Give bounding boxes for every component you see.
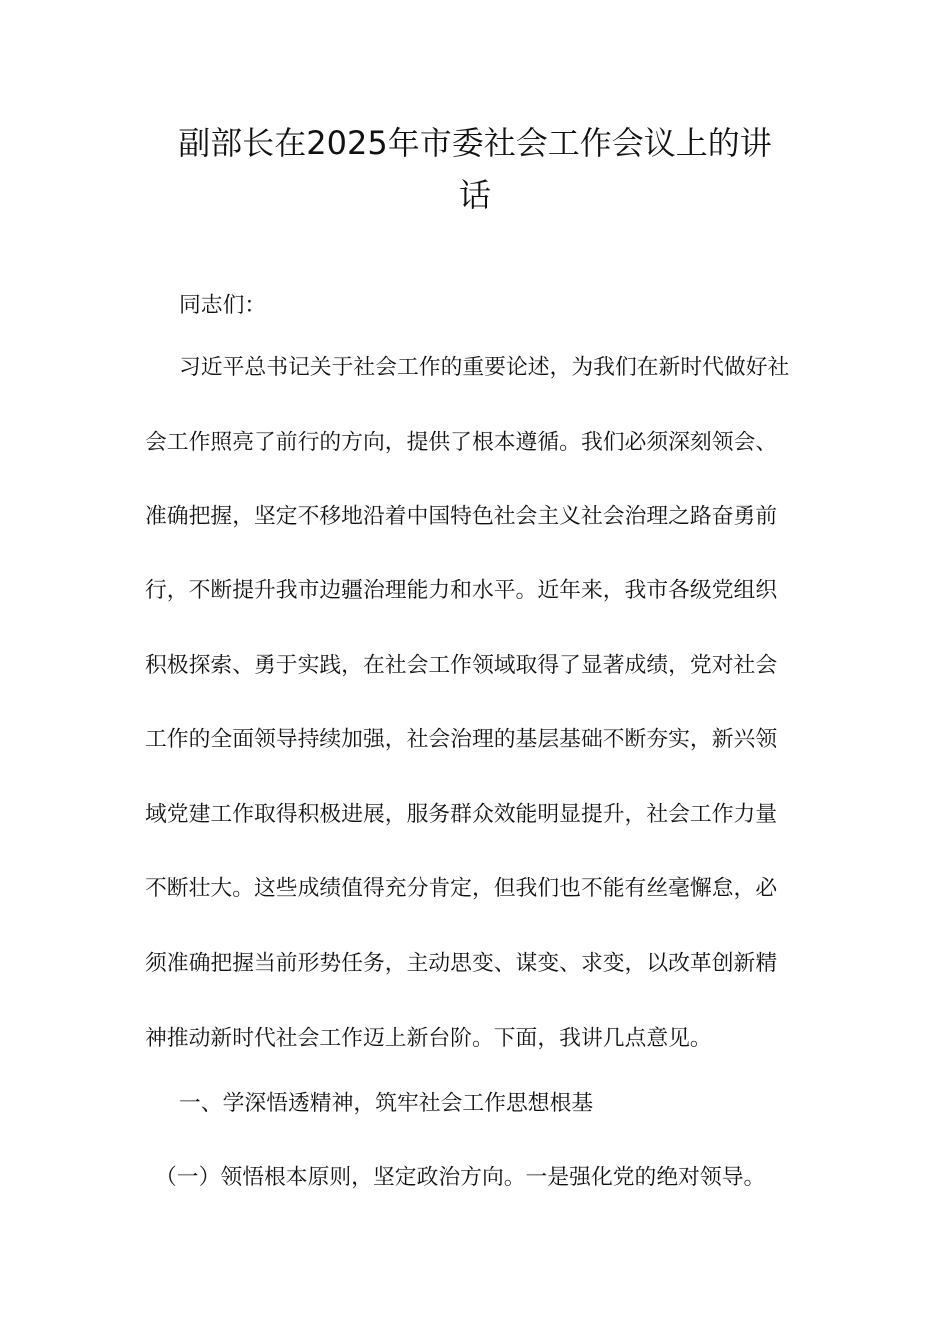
paragraph-line: 不断壮大。这些成绩值得充分肯定，但我们也不能有丝毫懈怠，必 <box>145 876 778 901</box>
subsection-line: （一）领悟根本原则，坚定政治方向。一是强化党的绝对领导。 <box>155 1165 766 1190</box>
document-title-line-2: 话 <box>458 176 491 214</box>
document-title-line-1: 副部长在2025年市委社会工作会议上的讲 <box>178 124 772 162</box>
paragraph-line: 神推动新时代社会工作迈上新台阶。下面，我讲几点意见。 <box>145 1026 712 1051</box>
paragraph-line: 准确把握，坚定不移地沿着中国特色社会主义社会治理之路奋勇前 <box>145 504 778 529</box>
paragraph-line: 域党建工作取得积极进展，服务群众效能明显提升，社会工作力量 <box>145 802 778 827</box>
section-heading: 一、学深悟透精神，筑牢社会工作思想根基 <box>179 1091 594 1116</box>
paragraph-line: 行，不断提升我市边疆治理能力和水平。近年来，我市各级党组织 <box>145 578 778 603</box>
paragraph-line: 习近平总书记关于社会工作的重要论述，为我们在新时代做好社 <box>179 355 790 380</box>
paragraph-line: 积极探索、勇于实践，在社会工作领域取得了显著成绩，党对社会 <box>145 653 778 678</box>
paragraph-line: 会工作照亮了前行的方向，提供了根本遵循。我们必须深刻领会、 <box>145 430 778 455</box>
paragraph-line: 须准确把握当前形势任务，主动思变、谋变、求变，以改革创新精 <box>145 951 778 976</box>
salutation: 同志们： <box>179 293 267 318</box>
paragraph-line: 工作的全面领导持续加强，社会治理的基层基础不断夯实，新兴领 <box>145 727 778 752</box>
